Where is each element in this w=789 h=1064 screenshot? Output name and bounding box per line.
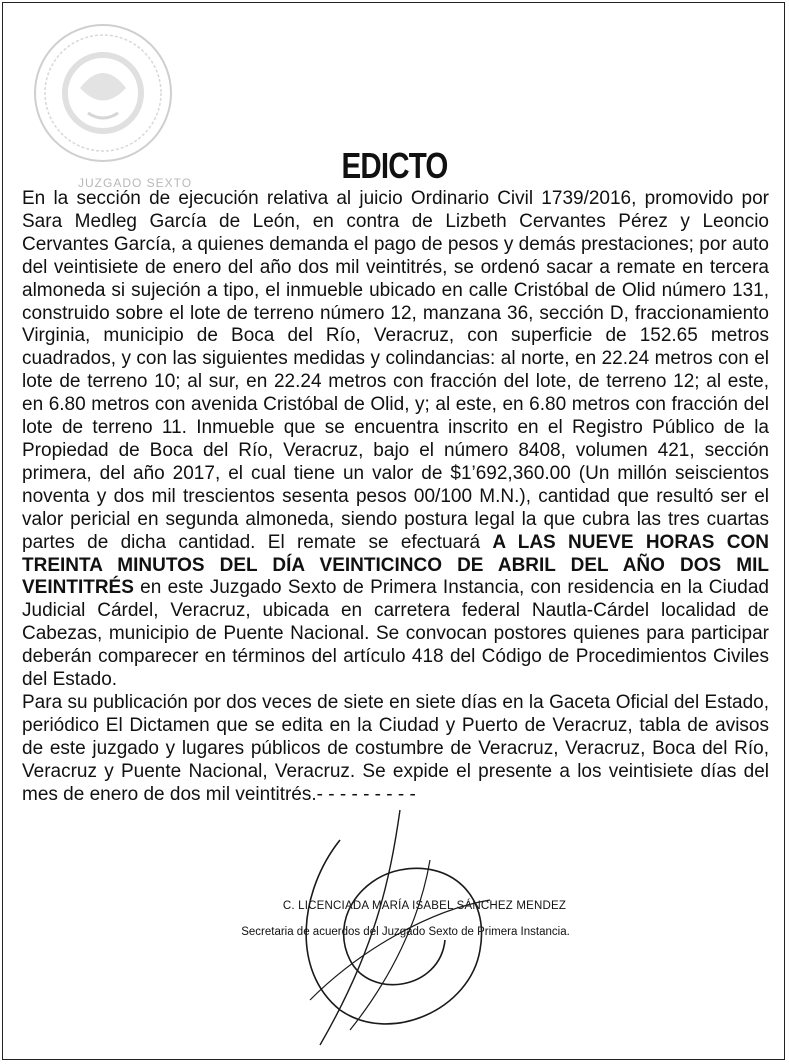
paragraph-2: Para su publicación por dos veces de siete en siete días en la Gaceta Oficial del Estado, periódico El Dictamen que se edita en la Ciudad y Puerto de Veracruz, tabla de avisos de este juzgado y lugares públicos de costumbre de Veracruz, Veracruz, Boca del Río, Veracruz y Puente Nacional, Veracruz. Se expide el presente a los veintisiete días del mes de enero de dos mil veintitrés.- - - - - - - - - [22,691,769,805]
edict-body [22,188,769,806]
paragraph-1-text: En la sección de ejecución relativa al juicio Ordinario Civil 1739/2016, promovido por Sara Medleg García de León, en contra de Lizbeth Cervantes Pérez y Leoncio Cervantes García, a quienes demanda el pago de pesos y demás prestaciones; por auto del veintisiete de enero del año dos mil veintitrés, se ordenó sacar a remate en tercera almoneda si sujeción a tipo, el inmueble ubicado en calle Cristóbal de Olid número 131, construido sobre el lote de terreno número 12, manzana 36, sección D, fraccionamiento Virginia, municipio de Boca del Río, Veracruz, con superficie de 152.65 metros cuadrados, y con las siguientes medidas y colindancias: al norte, en 22.24 metros con el lote de terreno 10; al sur, en 22.24 metros con fracción del lote, de terreno 12; al este, en 6.80 metros con avenida Cristóbal de Olid, y; al este, en 6.80 metros con fracción del lote de terreno 11. Inmueble que se encuentra inscrito en el Registro Público de la Propiedad de Boca del Río, Veracruz, bajo el número 8408, volumen 421, sección primera, del año 2017, el cual tiene un valor de $1’692,360.00 (Un millón seiscientos noventa y dos mil trescientos sesenta pesos 00/100 M.N.), cantidad que resultó ser el valor pericial en segunda almoneda, siendo postura legal la que cubra las tres cuartas partes de dicha cantidad. El remate se efectuará [22,188,769,553]
document-title: EDICTO [341,145,448,186]
signer-role: Secretaria de acuerdos del Juzgado Sexto de Primera Instancia. [241,926,570,938]
paragraph-1-bold-date: A LAS NUEVE HORAS CON TREINTA MINUTOS DEL DÍA VEINTICINCO DE ABRIL DEL AÑO DOS MIL VEINTITRÉS [22,531,769,599]
signer-name: C. LICENCIADA MARÍA ISABEL SÁNCHEZ MENDEZ [282,900,567,912]
paragraph-1 [22,188,769,692]
handwritten-signature [280,800,510,1050]
seal-lettering: JUZGADO SEXTO [78,176,193,190]
paragraph-1-end: en este Juzgado Sexto de Primera Instancia, con residencia en la Ciudad Judicial Cárdel, Veracruz, ubicada en carretera federal Nautla-Cárdel localidad de Cabezas, municipio de Puente Nacional. Se convocan postores quienes para participar deberán comparecer en términos del artículo 418 del Código de Procedimientos Civiles del Estado. [22,577,769,691]
